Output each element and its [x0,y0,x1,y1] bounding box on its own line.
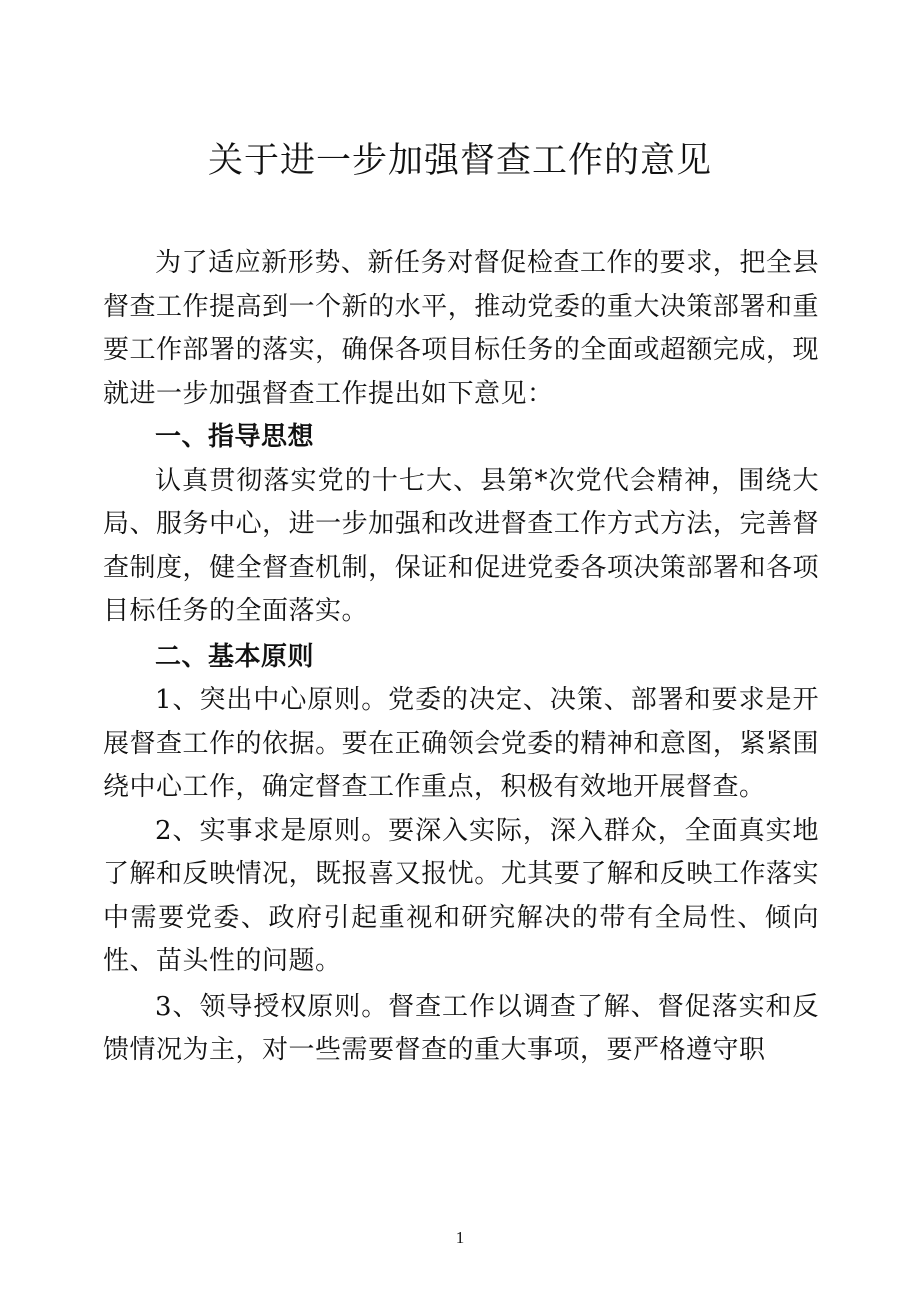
document-body [103,242,819,1073]
principle-paragraph-2: 2、实事求是原则。要深入实际，深入群众，全面真实地了解和反映情况，既报喜又报忧。尤其要了解和反映工作落实中需要党委、政府引起重视和研究解决的带有全局性、倾向性、苗头性的问题。 [103,815,819,976]
principle-paragraph-1: 1、突出中心原则。党委的决定、决策、部署和要求是开展督查工作的依据。要在正确领会党委的精神和意图，紧紧围绕中心工作，确定督查工作重点，积极有效地开展督查。 [103,685,819,802]
document-title: 关于进一步加强督查工作的意见 [207,141,712,181]
page-number: 1 [455,1228,465,1247]
section-heading-basic-principles: 二、基本原则 [155,641,315,672]
guiding-ideology-paragraph: 认真贯彻落实党的十七大、县第*次党代会精神，围绕大局、服务中心，进一步加强和改进督查工作方式方法，完善督查制度，健全督查机制，保证和促进党委各项决策部署和各项目标任务的全面落实。 [103,465,819,626]
intro-paragraph: 为了适应新形势、新任务对督促检查工作的要求，把全县督查工作提高到一个新的水平，推动党委的重大决策部署和重要工作部署的落实，确保各项目标任务的全面或超额完成，现就进一步加强督查工作提出如下意见： [103,248,819,409]
principle-paragraph-3: 3、领导授权原则。督查工作以调查了解、督促落实和反馈情况为主，对一些需要督查的重大事项，要严格遵守职 [103,991,819,1065]
section-heading-guiding-ideology: 一、指导思想 [155,422,315,452]
